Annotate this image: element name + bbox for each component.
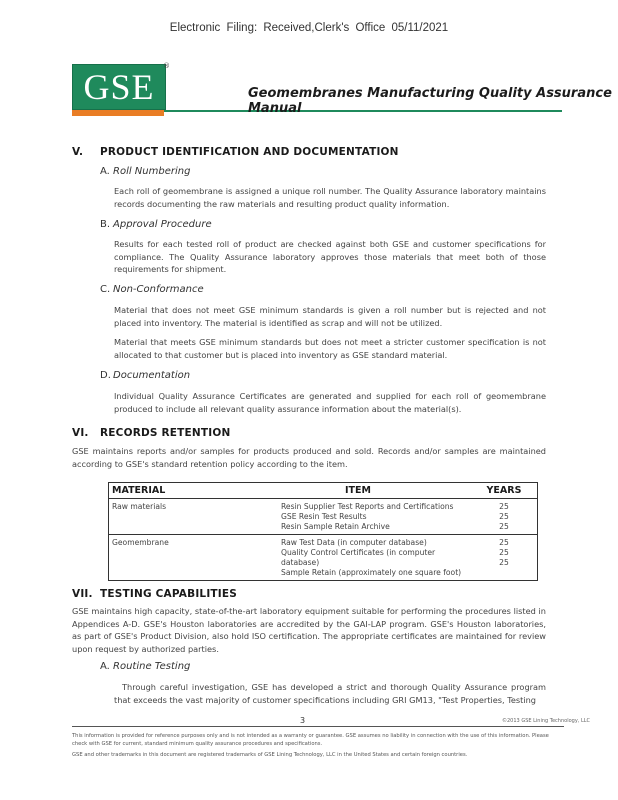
- page-number: 3: [300, 716, 306, 725]
- column-header-material: MATERIAL: [109, 483, 246, 499]
- years-value: 25: [499, 512, 509, 521]
- table-header-row: [109, 483, 538, 499]
- documentation-paragraph: Individual Quality Assurance Certificates are generated and supplied for each roll of geomembrane produced to include all relevant quality assurance information about the material(s).: [114, 391, 546, 414]
- subsection-7a-heading: [100, 661, 190, 672]
- item-cell: [245, 499, 471, 535]
- footer-trademark-note: GSE and other trademarks in this document are registered trademarks of GSE Lining Technology, LLC in the United States and certain foreign countries.: [72, 752, 468, 758]
- subsection-title: Roll Numbering: [113, 166, 191, 177]
- manual-title: Geomembranes Manufacturing Quality Assurance Manual: [248, 86, 612, 116]
- subsection-letter: D.: [100, 370, 111, 381]
- item-line: Sample Retain (approximately one square foot): [281, 568, 462, 577]
- subsection-5a-heading: [100, 166, 190, 177]
- material-cell: Raw materials: [109, 499, 246, 535]
- item-line: Quality Control Certificates (in computer database): [281, 548, 436, 567]
- column-header-years: YEARS: [471, 483, 538, 499]
- section-6-heading: [72, 427, 230, 439]
- section-7-heading: [72, 588, 237, 600]
- subsection-title: Approval Procedure: [113, 219, 212, 230]
- years-cell: [471, 535, 538, 581]
- section-number: VII.: [72, 588, 93, 600]
- routine-testing-paragraph: Through careful investigation, GSE has developed a strict and thorough Quality Assurance program that exceeds the vast majority of customer specifications including GRI GM13, "Test Properties, Testing: [114, 682, 546, 705]
- item-line: Raw Test Data (in computer database): [281, 538, 427, 547]
- section-number: VI.: [72, 427, 89, 439]
- approval-procedure-paragraph: Results for each tested roll of product are checked against both GSE and customer specifications for compliance. The Quality Assurance laboratory approves those materials that meet both of those requirements for shipment.: [114, 239, 546, 274]
- logo-text: GSE: [83, 67, 155, 107]
- subsection-title: Non-Conformance: [113, 284, 204, 295]
- non-conformance-paragraph-2: Material that meets GSE minimum standards but does not meet a stricter customer specification is not allocated to that customer but is placed into inventory as GSE standard material.: [114, 337, 546, 360]
- years-value: 25: [499, 548, 509, 557]
- section-title: TESTING CAPABILITIES: [100, 588, 238, 600]
- years-value: 25: [499, 522, 509, 531]
- non-conformance-paragraph-1: Material that does not meet GSE minimum standards is given a roll number but is rejected and not placed into inventory. The material is identified as scrap and will not be utilized.: [114, 305, 546, 328]
- subsection-5b-heading: [100, 219, 212, 230]
- table-row: [109, 499, 538, 535]
- years-value: 25: [499, 502, 509, 511]
- records-retention-table: [108, 482, 538, 581]
- roll-numbering-paragraph: Each roll of geomembrane is assigned a unique roll number. The Quality Assurance laboratory maintains records documenting the raw materials and resulting product quality information.: [114, 186, 546, 209]
- table-row: [109, 535, 538, 581]
- gse-logo: [72, 64, 166, 110]
- item-line: Resin Supplier Test Reports and Certifications: [281, 502, 454, 511]
- subsection-letter: C.: [100, 284, 111, 295]
- subsection-5c-heading: [100, 284, 204, 295]
- item-cell: [245, 535, 471, 581]
- item-line: GSE Resin Test Results: [281, 512, 367, 521]
- records-retention-paragraph: GSE maintains reports and/or samples for products produced and sold. Records and/or samples are maintained according to GSE's standard retention policy according to the item.: [72, 446, 546, 469]
- years-cell: [471, 499, 538, 535]
- material-cell: Geomembrane: [109, 535, 246, 581]
- footer-divider: [72, 726, 564, 727]
- section-number: V.: [72, 146, 84, 158]
- e-filing-stamp: Electronic Filing: Received,Clerk's Office 05/11/2021: [169, 22, 449, 34]
- section-5-heading: [72, 146, 399, 158]
- section-title: RECORDS RETENTION: [100, 427, 231, 439]
- testing-capabilities-paragraph: GSE maintains high capacity, state-of-the-art laboratory equipment suitable for performing the procedures listed in Appendices A-D. GSE's Houston laboratories are accredited by the GAI-LAP program. GSE's Houston laboratories, as part of GSE's Product Division, also hold ISO certification. The appropriate certificates are maintained for review upon request by authorized parties.: [72, 606, 546, 654]
- column-header-item: ITEM: [245, 483, 471, 499]
- subsection-5d-heading: [100, 370, 190, 381]
- copyright-text: ©2013 GSE Lining Technology, LLC: [502, 718, 591, 724]
- years-value: 25: [499, 558, 509, 567]
- subsection-letter: A.: [100, 166, 110, 177]
- section-title: PRODUCT IDENTIFICATION AND DOCUMENTATION: [100, 146, 399, 158]
- years-value: 25: [499, 538, 509, 547]
- header-rule-orange: [72, 110, 164, 116]
- subsection-letter: A.: [100, 661, 110, 672]
- item-line: Resin Sample Retain Archive: [281, 522, 390, 531]
- subsection-title: Documentation: [113, 370, 191, 381]
- subsection-title: Routine Testing: [113, 661, 191, 672]
- registered-mark: ®: [163, 62, 170, 70]
- subsection-letter: B.: [100, 219, 111, 230]
- footer-disclaimer: This information is provided for reference purposes only and is not intended as a warranty or guarantee. GSE assumes no liability in connection with the use of this information. Please check with GSE for current, standard minimum quality assurance procedures and specifications.: [72, 733, 549, 747]
